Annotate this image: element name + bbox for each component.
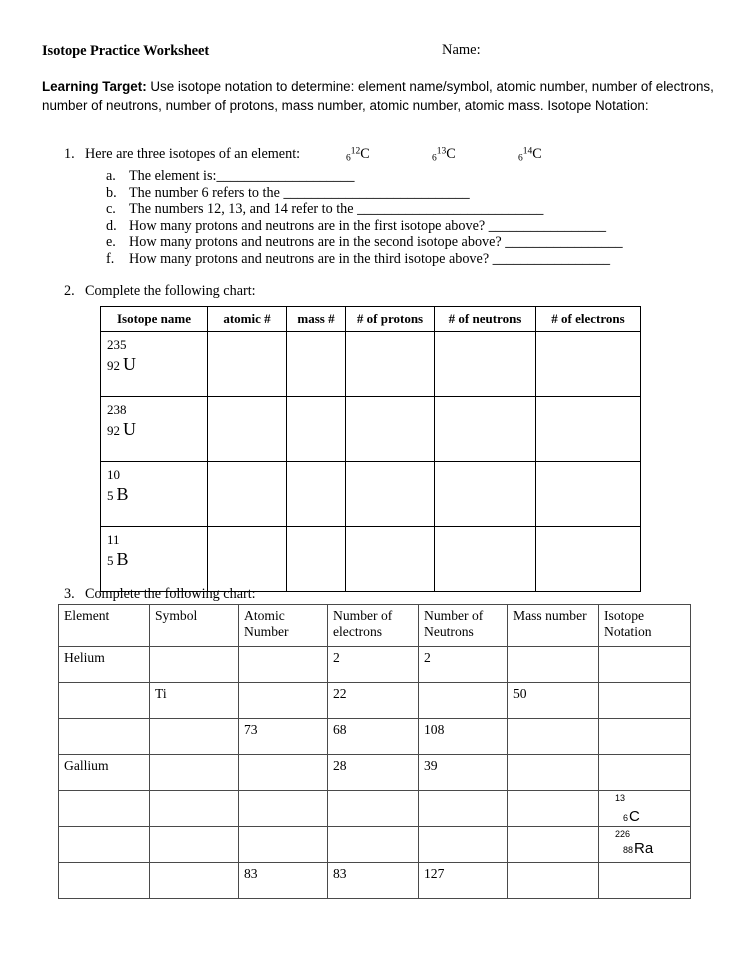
atomic-number-cell[interactable]: 83: [239, 863, 328, 899]
mass-number-cell[interactable]: [287, 332, 346, 397]
answer-blank[interactable]: ____________________: [216, 168, 355, 184]
neutrons-cell[interactable]: 39: [419, 755, 508, 791]
column-header-electrons: Number of electrons: [328, 605, 419, 647]
answer-blank[interactable]: _________________: [505, 234, 623, 251]
isotope-base: [107, 485, 207, 504]
electrons-cell[interactable]: 2: [328, 647, 419, 683]
symbol-cell[interactable]: [150, 647, 239, 683]
electrons-cell[interactable]: [328, 791, 419, 827]
table-row: [101, 397, 641, 462]
learning-target-body: Use isotope notation to determine: element name/symbol, atomic number, number of electrons, number of neutrons, number of protons, mass number, atomic number, atomic mass. Isotope Notation:: [42, 79, 714, 113]
column-header-protons: # of protons: [346, 307, 435, 332]
question-1: [64, 146, 724, 267]
isotope-atomic-number: 92: [107, 357, 120, 373]
element-cell[interactable]: [59, 683, 150, 719]
protons-cell[interactable]: [346, 462, 435, 527]
list-item-text: How many protons and neutrons are in the second isotope above?: [129, 234, 502, 251]
protons-cell[interactable]: [346, 527, 435, 592]
isotope-symbol: C: [629, 808, 640, 825]
isotope-symbol: Ra: [634, 840, 654, 857]
isotope-example-3: [518, 146, 604, 163]
mass-number-cell[interactable]: [508, 827, 599, 863]
list-item-text: The element is:: [129, 168, 217, 184]
neutrons-cell[interactable]: 2: [419, 647, 508, 683]
isotope-symbol: C: [532, 146, 542, 162]
isotope-name-cell: [101, 332, 208, 397]
neutrons-cell[interactable]: [419, 683, 508, 719]
symbol-cell[interactable]: [150, 755, 239, 791]
question-1-stem-text: Here are three isotopes of an element:: [85, 146, 301, 162]
list-item-letter: d.: [106, 217, 117, 234]
neutrons-cell[interactable]: 127: [419, 863, 508, 899]
atomic-number-cell[interactable]: [239, 755, 328, 791]
isotope-base: [623, 841, 690, 856]
list-item-letter: e.: [106, 234, 116, 251]
isotope-notation-cell[interactable]: [599, 755, 691, 791]
isotope-atomic-number: 6: [623, 813, 629, 823]
symbol-cell[interactable]: [150, 863, 239, 899]
symbol-cell[interactable]: [150, 791, 239, 827]
list-item: [106, 251, 726, 268]
mass-number-cell[interactable]: 50: [508, 683, 599, 719]
list-item-text: How many protons and neutrons are in the third isotope above?: [129, 250, 490, 267]
list-item-letter: b.: [106, 184, 117, 201]
neutrons-cell[interactable]: 108: [419, 719, 508, 755]
symbol-cell[interactable]: Ti: [150, 683, 239, 719]
isotope-notation-cell[interactable]: [599, 863, 691, 899]
isotope-mass-number: 226: [615, 829, 631, 839]
neutrons-cell[interactable]: [435, 332, 536, 397]
table-row: [101, 462, 641, 527]
isotope-base: [107, 355, 207, 374]
isotope-atomic-number: 88: [623, 845, 634, 855]
list-item-letter: c.: [106, 201, 116, 218]
isotope-atomic-number: 6: [518, 153, 523, 164]
answer-blank[interactable]: _________________: [488, 217, 606, 234]
question-3-prompt: [64, 586, 256, 603]
isotope-base: [107, 420, 207, 439]
isotope-notation-cell: [599, 827, 691, 863]
isotope-mass-number: 14: [522, 146, 533, 157]
element-cell[interactable]: [59, 863, 150, 899]
isotope-name-cell: [101, 462, 208, 527]
question-2-prompt: [64, 283, 256, 300]
column-header-atomic-number: atomic #: [208, 307, 287, 332]
atomic-number-cell[interactable]: [208, 397, 287, 462]
atomic-number-cell[interactable]: [208, 332, 287, 397]
table-row: [59, 683, 691, 719]
isotope-atomic-number: 6: [432, 153, 437, 164]
isotope-mass-number: 10: [107, 467, 120, 482]
mass-number-cell[interactable]: [287, 527, 346, 592]
neutrons-cell[interactable]: [435, 462, 536, 527]
learning-target: [42, 78, 714, 115]
isotope-base: [107, 550, 207, 569]
document-header: [42, 42, 710, 60]
list-item-text: The numbers 12, 13, and 14 refer to the: [129, 201, 354, 218]
isotope-notation-cell[interactable]: [599, 683, 691, 719]
element-chart-table: [58, 604, 691, 899]
atomic-number-cell[interactable]: [239, 683, 328, 719]
neutrons-cell[interactable]: [419, 791, 508, 827]
answer-blank[interactable]: ___________________________: [283, 184, 470, 201]
table-row: [59, 791, 691, 827]
column-header-neutrons: Number of Neutrons: [419, 605, 508, 647]
question-3-number: 3.: [64, 586, 75, 602]
mass-number-cell[interactable]: [287, 462, 346, 527]
isotope-atomic-number: 5: [107, 552, 114, 568]
electrons-cell[interactable]: [328, 827, 419, 863]
electrons-cell[interactable]: 68: [328, 719, 419, 755]
mass-number-cell[interactable]: [508, 719, 599, 755]
isotope-symbol: B: [116, 483, 129, 504]
element-cell[interactable]: Gallium: [59, 755, 150, 791]
column-header-electrons: # of electrons: [536, 307, 641, 332]
protons-cell[interactable]: [346, 332, 435, 397]
isotope-symbol: U: [123, 353, 136, 374]
table-row: [59, 755, 691, 791]
electrons-cell[interactable]: 22: [328, 683, 419, 719]
list-item: [106, 185, 726, 202]
column-header-atomic-number: Atomic Number: [239, 605, 328, 647]
name-label: Name:: [442, 42, 481, 58]
isotope-mass-number: 11: [107, 532, 120, 547]
column-header-element: Element: [59, 605, 150, 647]
neutrons-cell[interactable]: [435, 397, 536, 462]
isotope-atomic-number: 92: [107, 422, 120, 438]
table-row: [59, 827, 691, 863]
mass-number-cell[interactable]: [508, 791, 599, 827]
answer-blank[interactable]: ___________________________: [357, 201, 544, 218]
element-cell[interactable]: Helium: [59, 647, 150, 683]
mass-number-cell[interactable]: [508, 647, 599, 683]
table-header-row: [101, 307, 641, 332]
atomic-number-cell[interactable]: [208, 527, 287, 592]
isotope-mass-number: 12: [350, 146, 361, 157]
neutrons-cell[interactable]: [435, 527, 536, 592]
isotope-notation-cell: [599, 791, 691, 827]
protons-cell[interactable]: [346, 397, 435, 462]
table-row: [101, 527, 641, 592]
isotope-symbol: B: [116, 548, 129, 569]
isotope-name-cell: [101, 397, 208, 462]
electrons-cell[interactable]: 83: [328, 863, 419, 899]
table-row: [59, 863, 691, 899]
column-header-symbol: Symbol: [150, 605, 239, 647]
isotope-symbol: C: [446, 146, 456, 162]
isotope-base: [623, 809, 690, 824]
table-row: [59, 719, 691, 755]
mass-number-cell[interactable]: [287, 397, 346, 462]
element-cell[interactable]: [59, 827, 150, 863]
isotope-mass-number: 13: [615, 793, 626, 803]
atomic-number-cell[interactable]: [239, 827, 328, 863]
electrons-cell[interactable]: [536, 462, 641, 527]
isotope-mass-number: 238: [107, 402, 127, 417]
column-header-mass-number: Mass number: [508, 605, 599, 647]
list-item: [106, 168, 726, 185]
list-item: [106, 201, 726, 218]
table-header-row: [59, 605, 691, 647]
question-2-number: 2.: [64, 283, 75, 299]
column-header-isotope-notation: Isotope Notation: [599, 605, 691, 647]
atomic-number-cell[interactable]: [208, 462, 287, 527]
electrons-cell[interactable]: [536, 397, 641, 462]
element-cell[interactable]: [59, 791, 150, 827]
isotope-mass-number: 13: [436, 146, 447, 157]
isotope-example-1: [346, 146, 432, 163]
isotope-atomic-number: 6: [346, 153, 351, 164]
isotope-examples: [346, 146, 604, 163]
isotope-notation-cell[interactable]: [599, 719, 691, 755]
symbol-cell[interactable]: [150, 827, 239, 863]
page-title: Isotope Practice Worksheet: [42, 43, 210, 59]
isotope-symbol: C: [360, 146, 370, 162]
neutrons-cell[interactable]: [419, 827, 508, 863]
isotope-example-2: [432, 146, 518, 163]
mass-number-cell[interactable]: [508, 755, 599, 791]
list-item-text: How many protons and neutrons are in the first isotope above?: [129, 217, 486, 234]
table-row: [101, 332, 641, 397]
isotope-atomic-number: 5: [107, 487, 114, 503]
isotope-symbol: U: [123, 418, 136, 439]
list-item-text: The number 6 refers to the: [129, 184, 280, 201]
isotope-name-cell: [101, 527, 208, 592]
isotope-chart-table: [100, 306, 641, 592]
electrons-cell[interactable]: [536, 332, 641, 397]
list-item: [106, 218, 726, 235]
question-2-prompt-text: Complete the following chart:: [85, 283, 256, 299]
question-1-number: 1.: [64, 146, 75, 162]
list-item-letter: f.: [106, 250, 115, 267]
column-header-isotope-name: Isotope name: [101, 307, 208, 332]
list-item: [106, 234, 726, 251]
question-3-prompt-text: Complete the following chart:: [85, 586, 256, 602]
list-item-letter: a.: [106, 168, 116, 184]
column-header-mass-number: mass #: [287, 307, 346, 332]
electrons-cell[interactable]: [536, 527, 641, 592]
isotope-notation-cell[interactable]: [599, 647, 691, 683]
symbol-cell[interactable]: [150, 719, 239, 755]
answer-blank[interactable]: _________________: [492, 250, 610, 267]
mass-number-cell[interactable]: [508, 863, 599, 899]
isotope-mass-number: 235: [107, 337, 127, 352]
atomic-number-cell[interactable]: [239, 647, 328, 683]
atomic-number-cell[interactable]: [239, 791, 328, 827]
atomic-number-cell[interactable]: 73: [239, 719, 328, 755]
question-1-sublist: [106, 168, 726, 268]
electrons-cell[interactable]: 28: [328, 755, 419, 791]
table-row: [59, 647, 691, 683]
element-cell[interactable]: [59, 719, 150, 755]
question-1-stem: [64, 146, 724, 163]
column-header-neutrons: # of neutrons: [435, 307, 536, 332]
learning-target-label: Learning Target:: [42, 79, 147, 94]
